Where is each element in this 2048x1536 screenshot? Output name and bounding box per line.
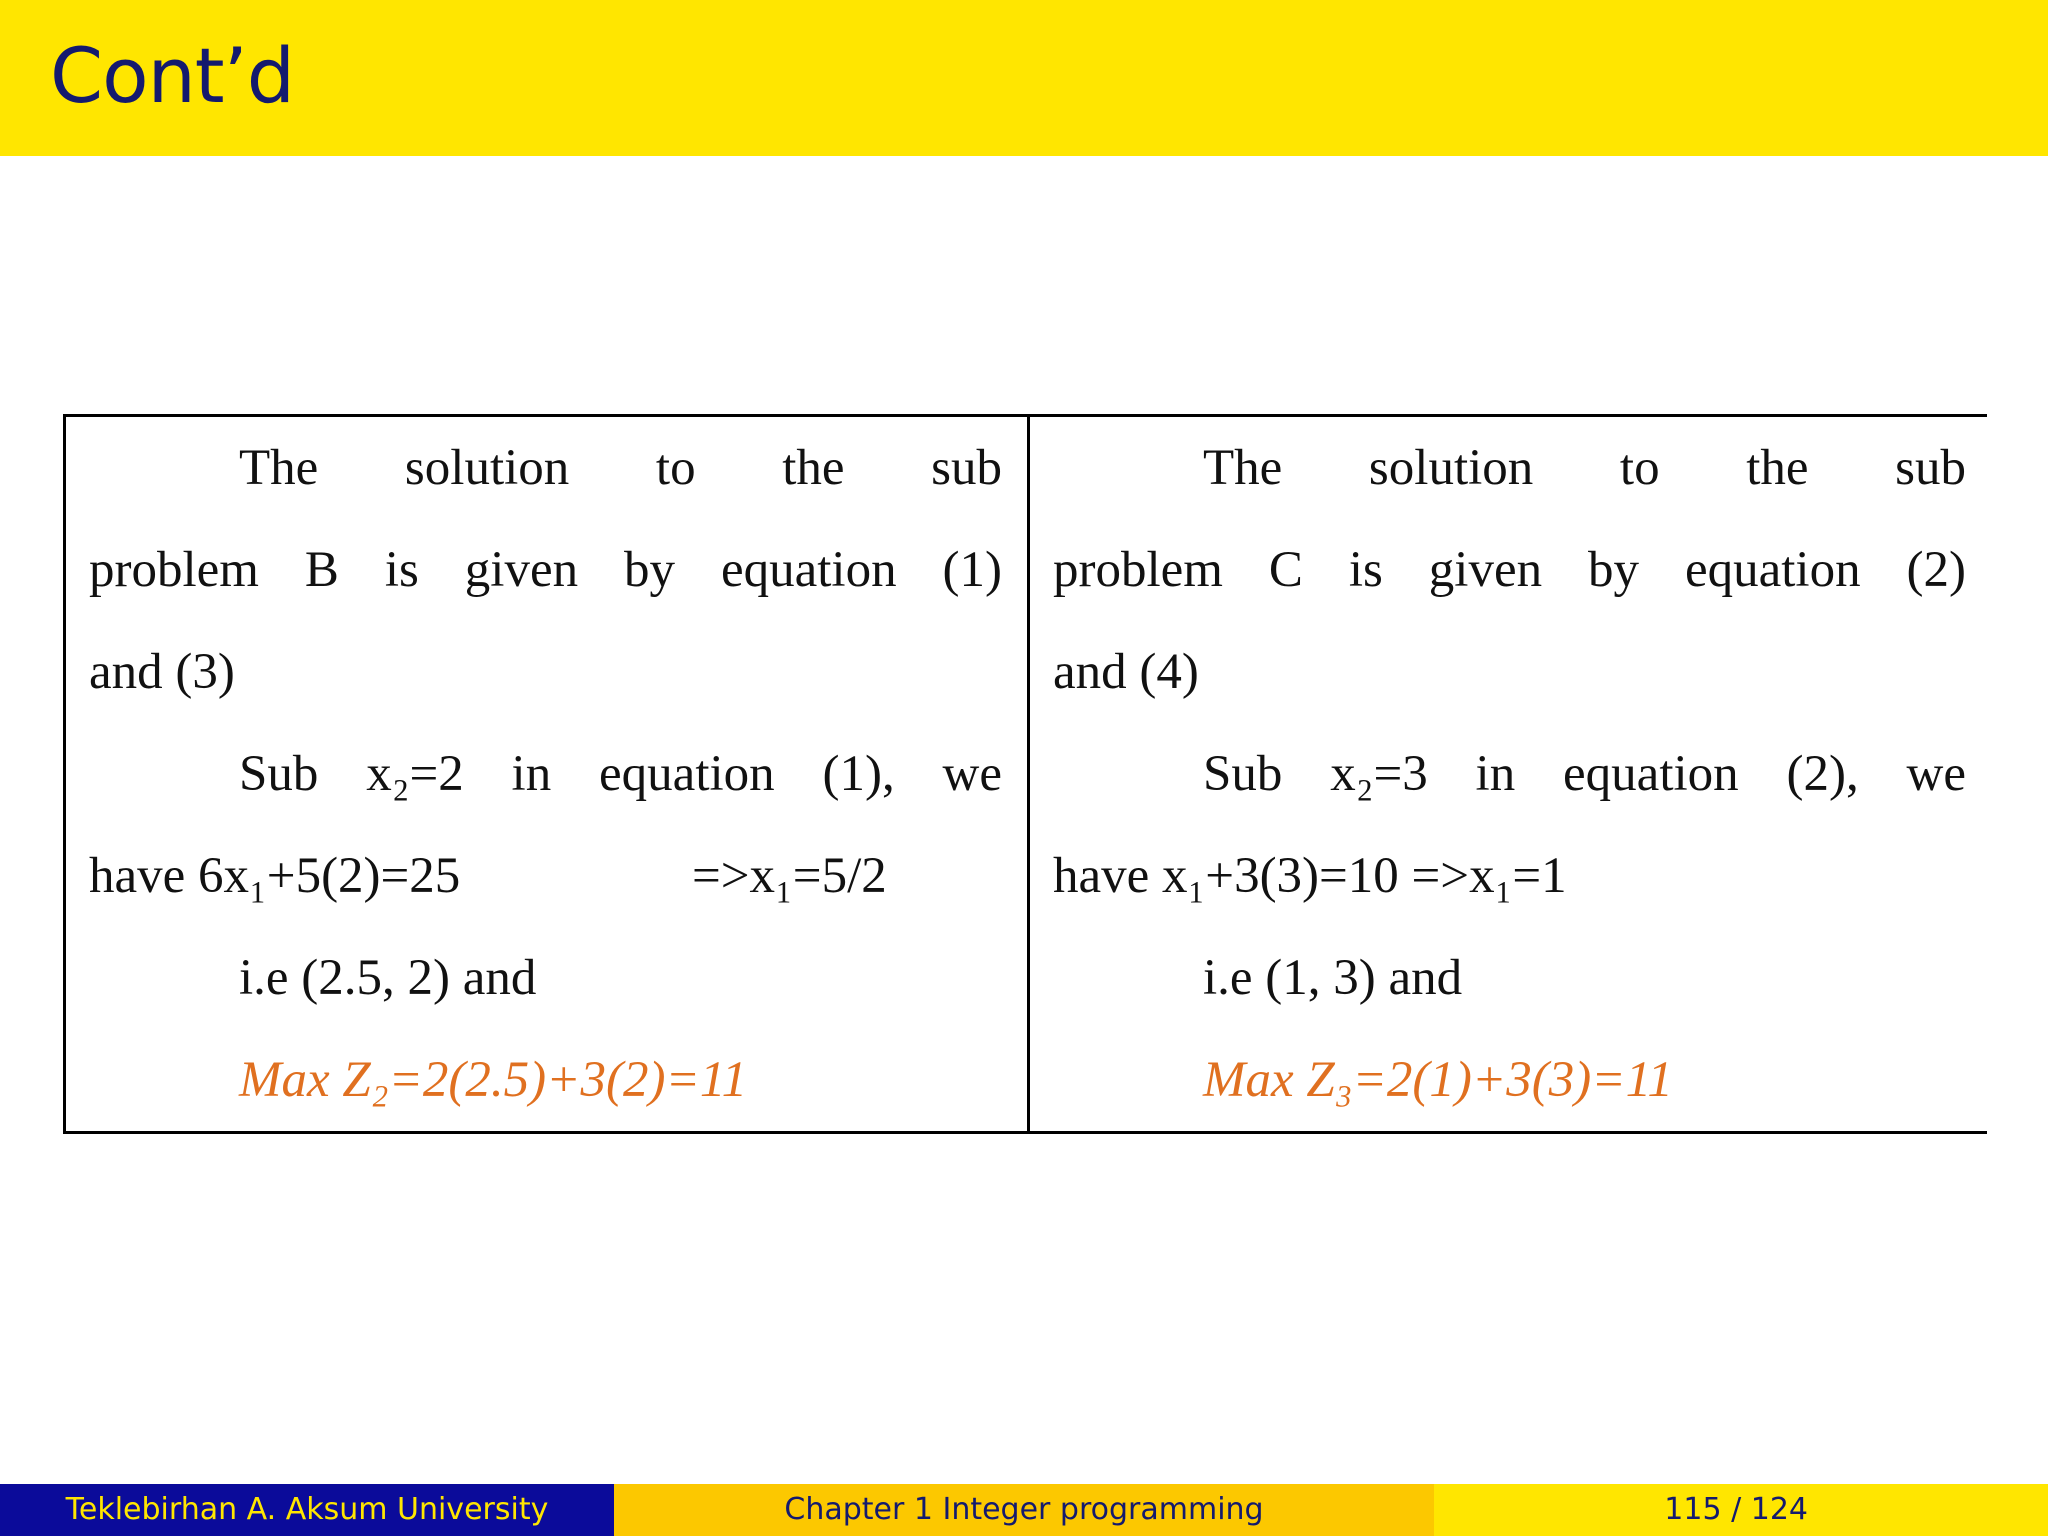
text-line: problem B is given by equation (1)	[89, 542, 1002, 598]
max-z-result: Max Z₂=2(2.5)+3(2)=11	[239, 1052, 748, 1108]
footer	[0, 1484, 2048, 1536]
text-line: Sub x₂=3 in equation (2), we	[1203, 746, 1966, 802]
page-number: 115 / 124	[1664, 1492, 1808, 1527]
footer-author: Teklebirhan A. Aksum University	[0, 1484, 614, 1536]
text-line: and (3)	[89, 644, 235, 700]
solution-table	[63, 414, 1987, 1134]
title-bar	[0, 0, 2048, 156]
text-line: and (4)	[1053, 644, 1199, 700]
text-line: The solution to the sub	[1203, 440, 1966, 496]
slide-title: Cont’d	[50, 31, 294, 120]
footer-page-area	[1434, 1484, 2048, 1536]
text-line: problem C is given by equation (2)	[1053, 542, 1966, 598]
text-line: Sub x₂=2 in equation (1), we	[239, 746, 1002, 802]
column-divider	[1027, 417, 1030, 1131]
text-line: have x₁+3(3)=10 =>x₁=1	[1053, 848, 1567, 904]
text-line: i.e (2.5, 2) and	[239, 950, 537, 1006]
text-line: =>x₁=5/2	[692, 848, 887, 904]
max-z-result: Max Z₃=2(1)+3(3)=11	[1203, 1052, 1673, 1108]
text-line: have 6x₁+5(2)=25	[89, 848, 461, 904]
footer-chapter: Chapter 1 Integer programming	[614, 1484, 1434, 1536]
text-line: i.e (1, 3) and	[1203, 950, 1463, 1006]
text-line: The solution to the sub	[239, 440, 1002, 496]
